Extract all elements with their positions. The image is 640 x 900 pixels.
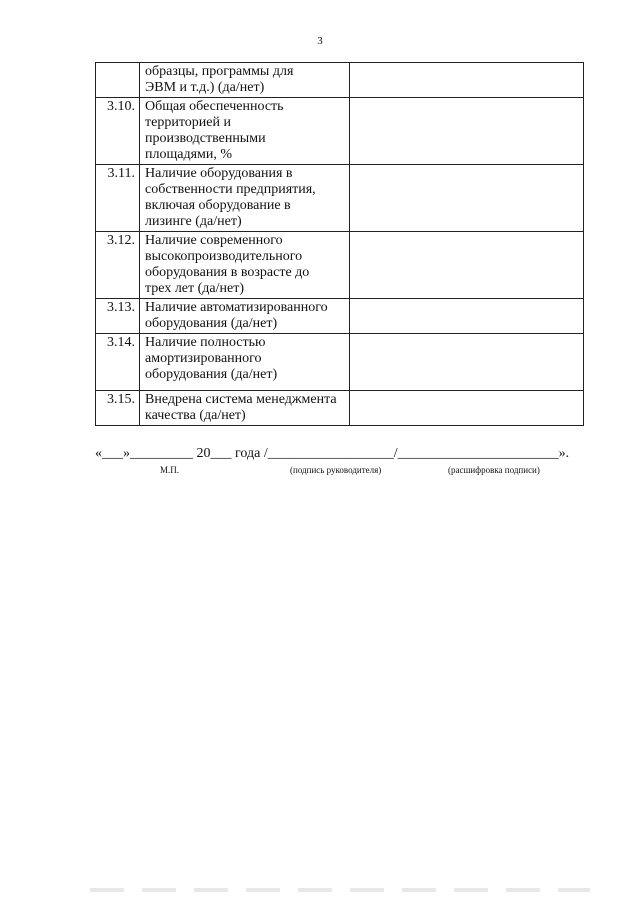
row-answer-cell[interactable] (350, 232, 584, 299)
row-number: 3.14. (96, 334, 140, 391)
row-answer-cell[interactable] (350, 334, 584, 391)
table-row (96, 98, 584, 165)
row-answer-cell[interactable] (350, 391, 584, 426)
row-description: Внедрена система менеджмента качества (да/нет) (140, 391, 350, 426)
row-number: 3.10. (96, 98, 140, 165)
row-description: Наличие автоматизированного оборудования (да/нет) (140, 299, 350, 334)
table-row (96, 391, 584, 426)
row-number: 3.13. (96, 299, 140, 334)
table-row (96, 165, 584, 232)
table-row (96, 63, 584, 98)
row-answer-cell[interactable] (350, 98, 584, 165)
row-number (96, 63, 140, 98)
row-description: Наличие современного высокопроизводительного оборудования в возрасте до трех лет (да/нет) (140, 232, 350, 299)
signature-caption: (подпись руководителя) (290, 465, 382, 475)
row-answer-cell[interactable] (350, 63, 584, 98)
table-row (96, 232, 584, 299)
signature-decode-caption: (расшифровка подписи) (448, 465, 540, 475)
scan-edge-artifact (90, 888, 590, 892)
row-number: 3.12. (96, 232, 140, 299)
row-description: Наличие полностью амортизированного оборудования (да/нет) (140, 334, 350, 391)
row-description: образцы, программы для ЭВМ и т.д.) (да/нет) (140, 63, 350, 98)
page-number: 3 (317, 35, 323, 47)
row-description: Общая обеспеченность территорией и производственными площадями, % (140, 98, 350, 165)
table-row (96, 299, 584, 334)
row-answer-cell[interactable] (350, 299, 584, 334)
signature-line[interactable]: «___»_________ 20___ года /__________________/_______________________». (95, 446, 570, 461)
stamp-caption: М.П. (160, 465, 180, 475)
row-number: 3.15. (96, 391, 140, 426)
row-description: Наличие оборудования в собственности предприятия, включая оборудование в лизинге (да/нет) (140, 165, 350, 232)
row-answer-cell[interactable] (350, 165, 584, 232)
table-row (96, 334, 584, 391)
form-table (95, 62, 584, 426)
row-number: 3.11. (96, 165, 140, 232)
